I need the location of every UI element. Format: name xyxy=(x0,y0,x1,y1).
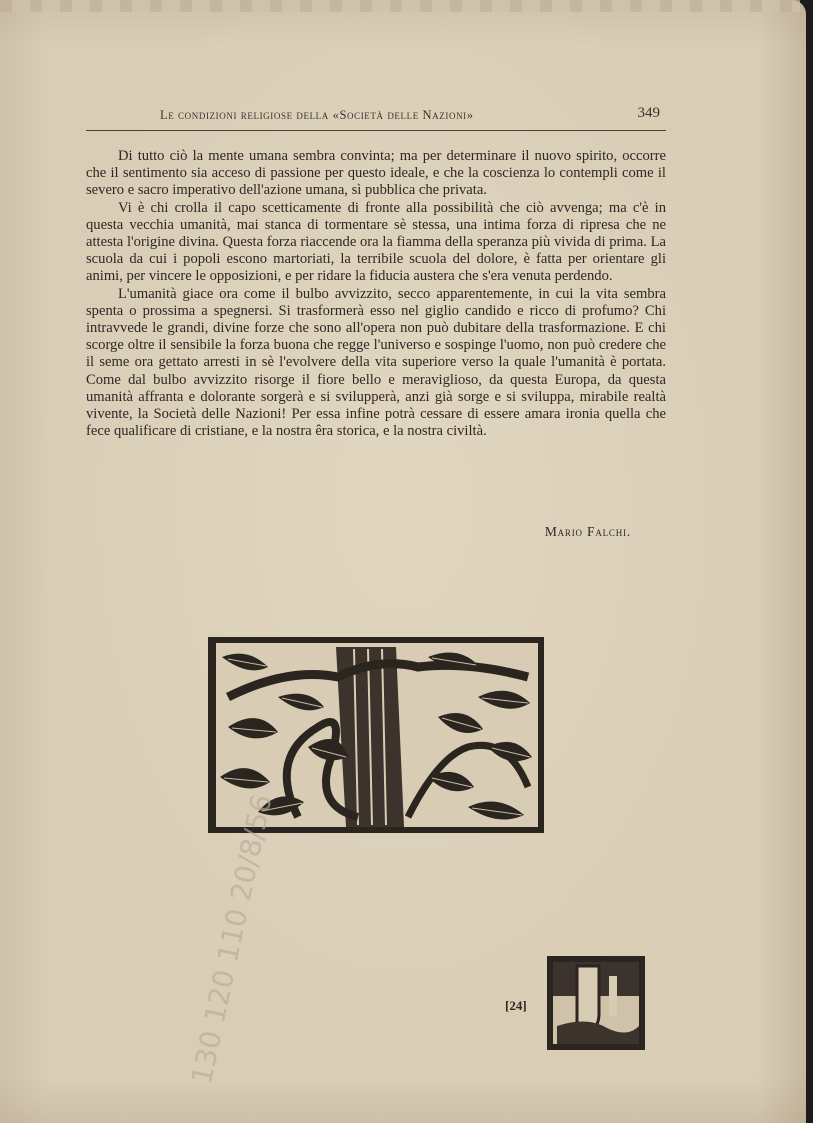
paragraph: Di tutto ciò la mente umana sembra convinta; ma per determinare il nuovo spirito, occorre che il sentimento sia acceso di passione per questo ideale, e che la coscienza lo contempli come il severo e sacro imperativo dell'azione umana, sì pubblica che privata. xyxy=(86,148,666,199)
paragraph: L'umanità giace ora come il bulbo avvizzito, secco apparentemente, in cui la vita sembra spenta o prossima a spegnersi. Si trasformerà esso nel giglio candido e ricco di profumo? Chi intravvede le grandi, divine forze che sono all'opera non può dubitare della trasformazione. E chi scorge oltre il sensibile la forza buona che regge l'universo e sospinge l'uomo, non può credere che il seme ora gettato arresti in sè l'evolvere della vita superiore verso la quale l'umanità è portata. Come dal bulbo avvizzito risorge il fiore bello e meraviglioso, da questa Europa, da questa umanità affranta e dolorante sorgerà e si svilupperà, anzi già sorge e si sviluppa, mirabile realtà vivente, la Società delle Nazioni! Per essa infine potrà cessare di essere amara ironia quella che fece qualificare di cristiane, e la nostra êra storica, e la nostra civiltà. xyxy=(86,285,666,440)
printer-ornament xyxy=(547,956,645,1050)
page-top-edge xyxy=(0,0,800,12)
author-signature: Mario Falchi. xyxy=(544,524,631,539)
running-head xyxy=(86,106,666,131)
pencil-note: 130 120 110 20/8/56 xyxy=(185,791,279,1087)
running-title: Le condizioni religiose della «Società delle Nazioni» xyxy=(160,108,474,122)
paragraph: Vi è chi crolla il capo scetticamente di fronte alla possibilità che ciò avvenga; ma c'è in questa vecchia umanità, mai stanca di tormentare sè stessa, una intima forza di ripresa che ne attesta l'origine divina. Questa forza riaccende ora la fiamma della speranza più vivida di prima. La scuola da cui i popoli escono martoriati, la terribile scuola del dolore, è fatta per orientare gli animi, per vincere le opposizioni, e per ridare la fiducia austera che s'era venuta perdendo. xyxy=(86,199,666,285)
folio-number: [24] xyxy=(505,998,527,1013)
article-body xyxy=(86,148,666,440)
pencil-annotation xyxy=(165,791,495,1095)
page-number: 349 xyxy=(637,105,660,121)
